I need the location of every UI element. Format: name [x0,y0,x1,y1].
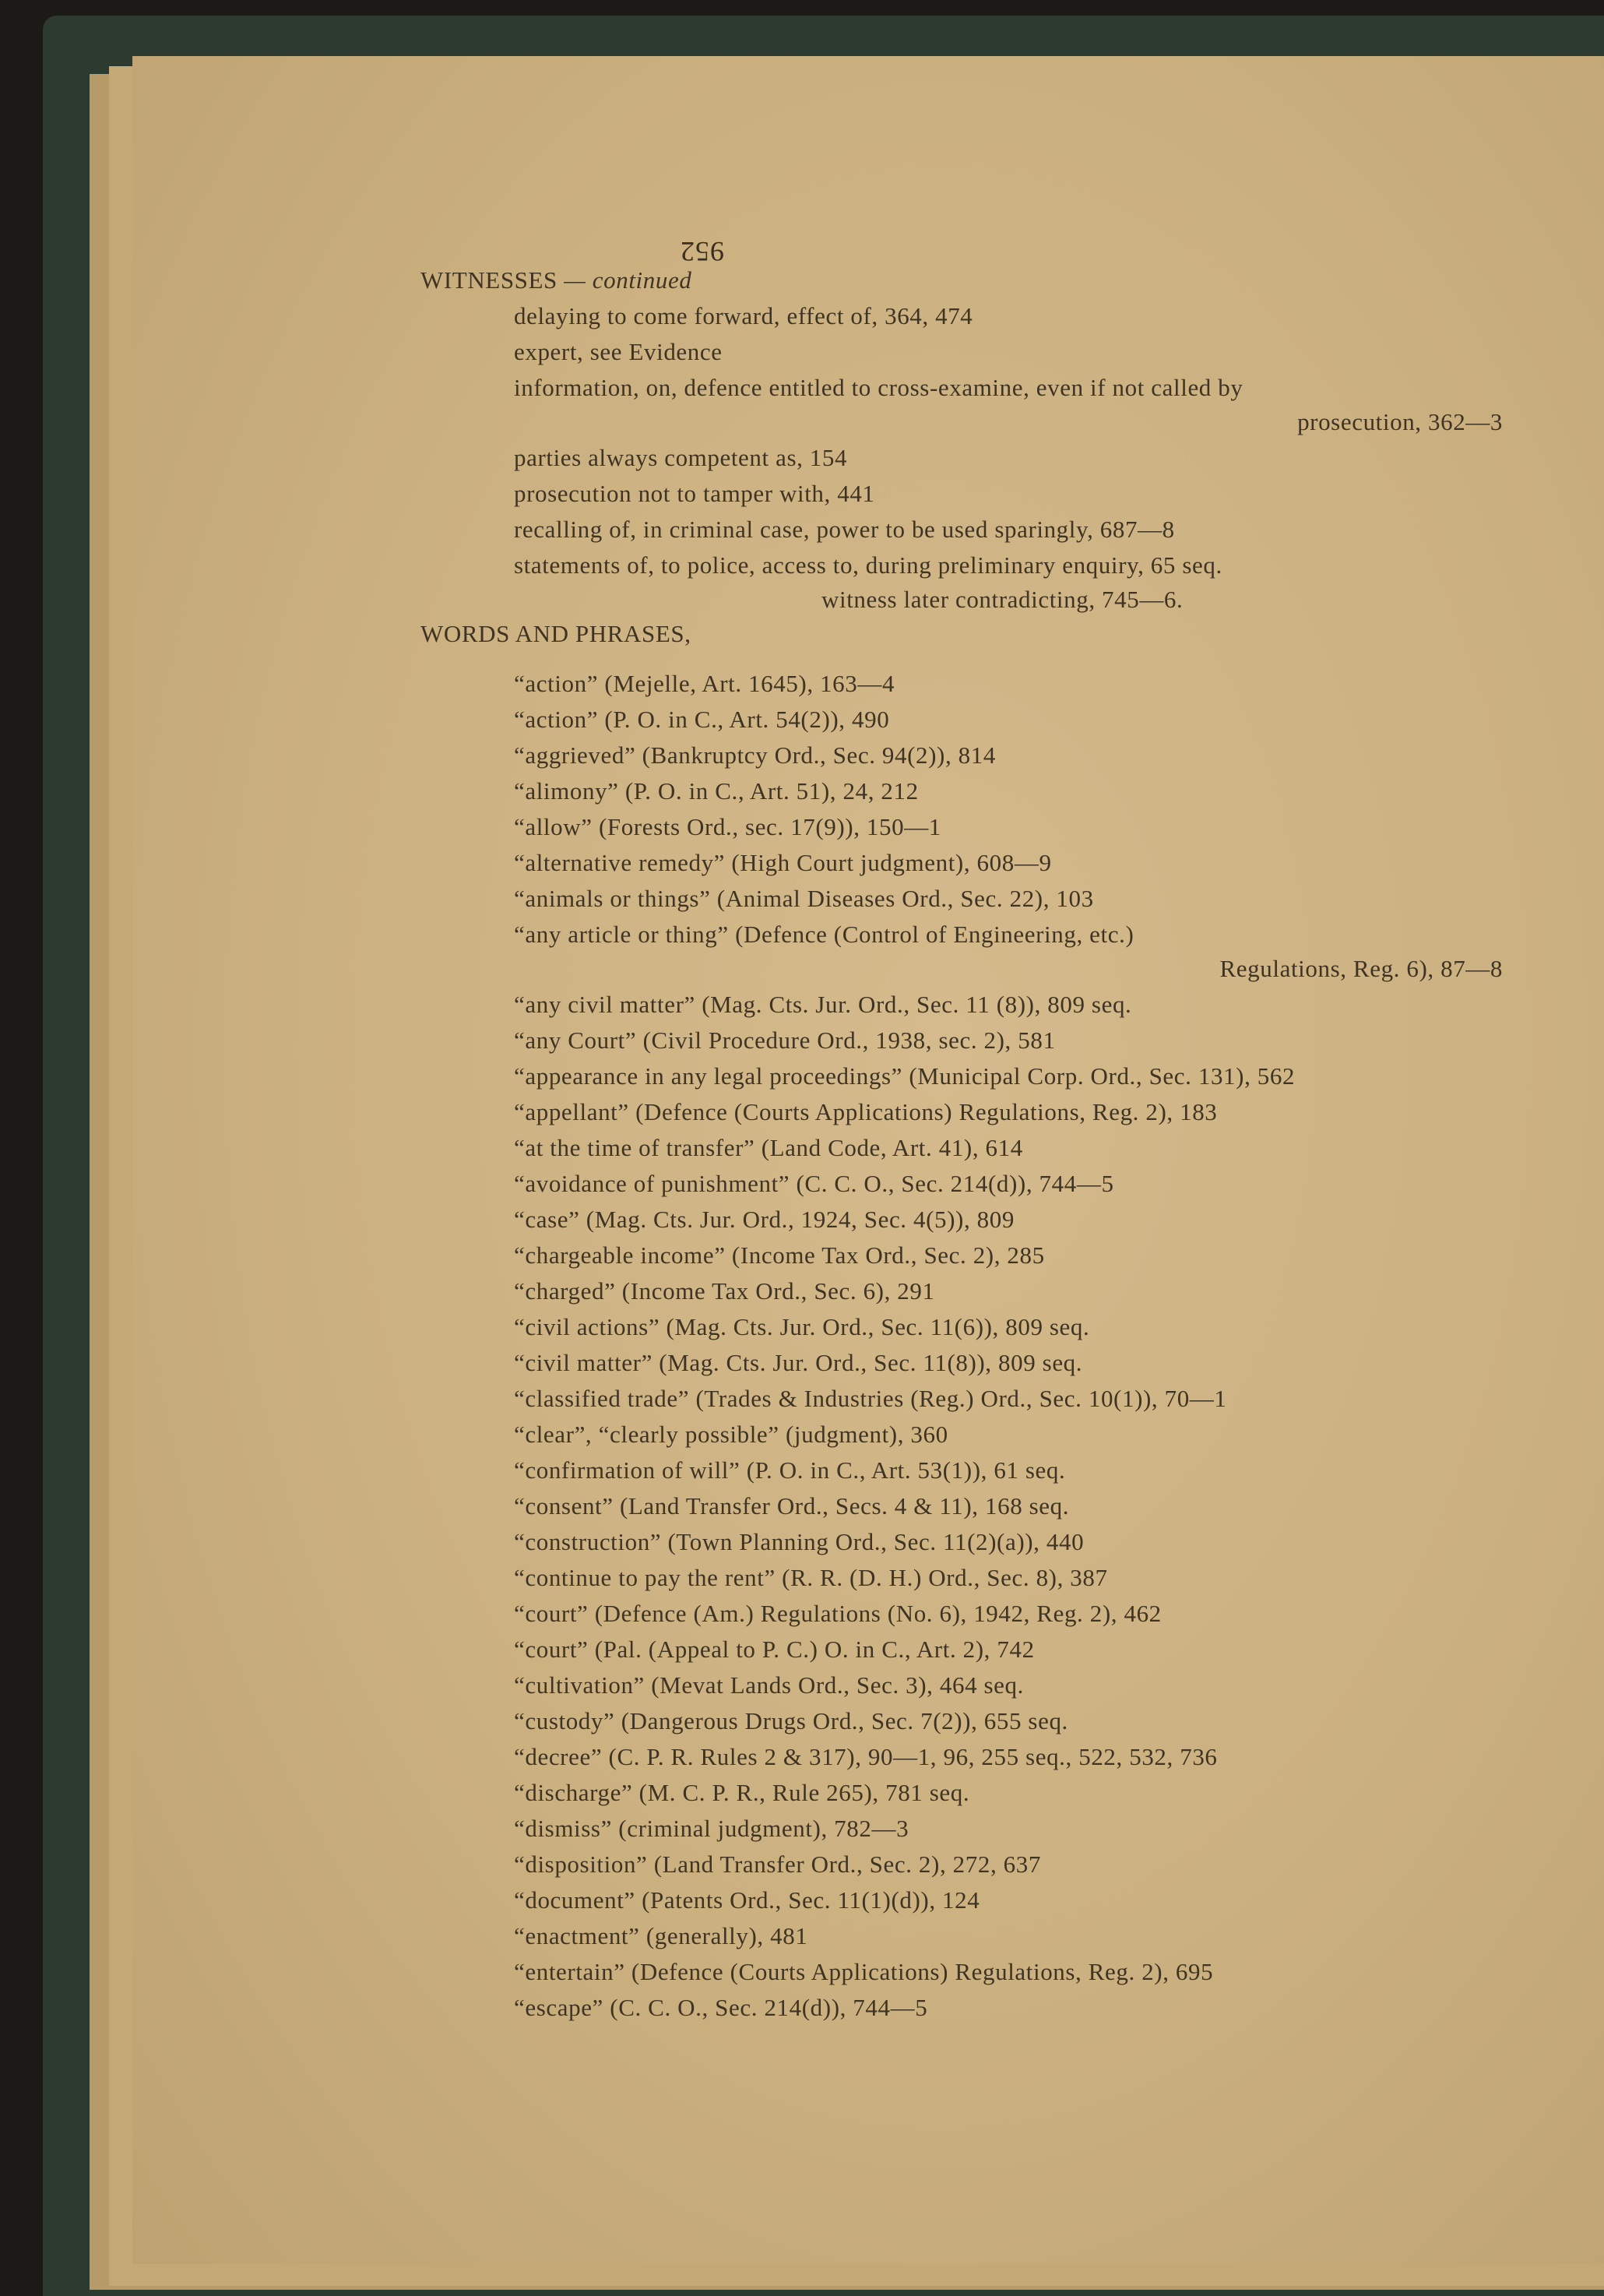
book-page [132,56,1604,2264]
index-entry: “enactment” (generally), 481 [514,1922,808,1949]
index-entry: delaying to come forward, effect of, 364, 474 [514,302,973,329]
index-entry: “escape” (C. C. O., Sec. 214(d)), 744—5 [514,1994,928,2021]
index-entry: “classified trade” (Trades & Industries (Reg.) Ord., Sec. 10(1)), 70—1 [514,1385,1227,1412]
index-entry-continuation: prosecution, 362—3 [1297,408,1503,435]
index-entry: “chargeable income” (Income Tax Ord., Sec. 2), 285 [514,1241,1045,1269]
index-entry: recalling of, in criminal case, power to be used sparingly, 687—8 [514,516,1175,543]
index-entry: “at the time of transfer” (Land Code, Art. 41), 614 [514,1134,1023,1161]
index-entry: “any article or thing” (Defence (Control of Engineering, etc.) [514,921,1134,948]
index-entry: “court” (Pal. (Appeal to P. C.) O. in C., Art. 2), 742 [514,1636,1035,1663]
index-entry: “civil actions” (Mag. Cts. Jur. Ord., Sec. 11(6)), 809 seq. [514,1313,1090,1340]
index-entry: “discharge” (M. C. P. R., Rule 265), 781 seq. [514,1779,970,1806]
index-entry: “appearance in any legal proceedings” (Municipal Corp. Ord., Sec. 131), 562 [514,1062,1296,1090]
index-entry: “decree” (C. P. R. Rules 2 & 317), 90—1, 96, 255 seq., 522, 532, 736 [514,1743,1218,1770]
index-entry: “action” (Mejelle, Art. 1645), 163—4 [514,670,895,697]
index-entry: “document” (Patents Ord., Sec. 11(1)(d)), 124 [514,1886,980,1914]
index-entry: statements of, to police, access to, during preliminary enquiry, 65 seq. [514,551,1222,579]
index-entry: “avoidance of punishment” (C. C. O., Sec. 214(d)), 744—5 [514,1170,1114,1197]
index-entry: “animals or things” (Animal Diseases Ord., Sec. 22), 103 [514,885,1094,912]
index-entry-continuation: Regulations, Reg. 6), 87—8 [1219,955,1503,982]
index-entry: “entertain” (Defence (Courts Applications) Regulations, Reg. 2), 695 [514,1958,1214,1985]
index-entry: information, on, defence entitled to cross-examine, even if not called by [514,374,1243,401]
index-entry: “any Court” (Civil Procedure Ord., 1938, sec. 2), 581 [514,1027,1056,1054]
index-entry: “charged” (Income Tax Ord., Sec. 6), 291 [514,1277,935,1305]
index-entry: “alimony” (P. O. in C., Art. 51), 24, 212 [514,777,919,805]
index-entry: prosecution not to tamper with, 441 [514,480,875,507]
index-entry: “custody” (Dangerous Drugs Ord., Sec. 7(2)), 655 seq. [514,1707,1068,1734]
index-entry: “consent” (Land Transfer Ord., Secs. 4 & 11), 168 seq. [514,1492,1070,1520]
index-entry-continuation: witness later contradicting, 745—6. [821,586,1184,613]
index-entry: “case” (Mag. Cts. Jur. Ord., 1924, Sec. 4(5)), 809 [514,1206,1015,1233]
section-heading: WITNESSES — continued [420,266,692,294]
index-entry: “any civil matter” (Mag. Cts. Jur. Ord., Sec. 11 (8)), 809 seq. [514,991,1132,1018]
index-entry: “appellant” (Defence (Courts Applications) Regulations, Reg. 2), 183 [514,1098,1218,1125]
index-entry: “cultivation” (Mevat Lands Ord., Sec. 3), 464 seq. [514,1671,1024,1699]
index-entry: “action” (P. O. in C., Art. 54(2)), 490 [514,706,890,733]
index-entry: “civil matter” (Mag. Cts. Jur. Ord., Sec. 11(8)), 809 seq. [514,1349,1083,1376]
index-entry: “aggrieved” (Bankruptcy Ord., Sec. 94(2)), 814 [514,741,996,769]
index-entry: “court” (Defence (Am.) Regulations (No. 6), 1942, Reg. 2), 462 [514,1600,1162,1627]
index-entry: “allow” (Forests Ord., sec. 17(9)), 150—1 [514,813,941,840]
index-entry: parties always competent as, 154 [514,444,848,471]
page-number: 952 [680,236,724,267]
index-entry: “disposition” (Land Transfer Ord., Sec. 2), 272, 637 [514,1851,1041,1878]
index-entry: “confirmation of will” (P. O. in C., Art. 53(1)), 61 seq. [514,1456,1066,1484]
index-entry: “dismiss” (criminal judgment), 782—3 [514,1815,909,1842]
section-heading: WORDS AND PHRASES, [420,620,691,647]
index-entry: expert, see Evidence [514,338,723,365]
index-entry: “clear”, “clearly possible” (judgment), 360 [514,1421,948,1448]
index-entry: “continue to pay the rent” (R. R. (D. H.) Ord., Sec. 8), 387 [514,1564,1108,1591]
index-entry: “alternative remedy” (High Court judgment), 608—9 [514,849,1052,876]
index-entry: “construction” (Town Planning Ord., Sec. 11(2)(a)), 440 [514,1528,1085,1555]
